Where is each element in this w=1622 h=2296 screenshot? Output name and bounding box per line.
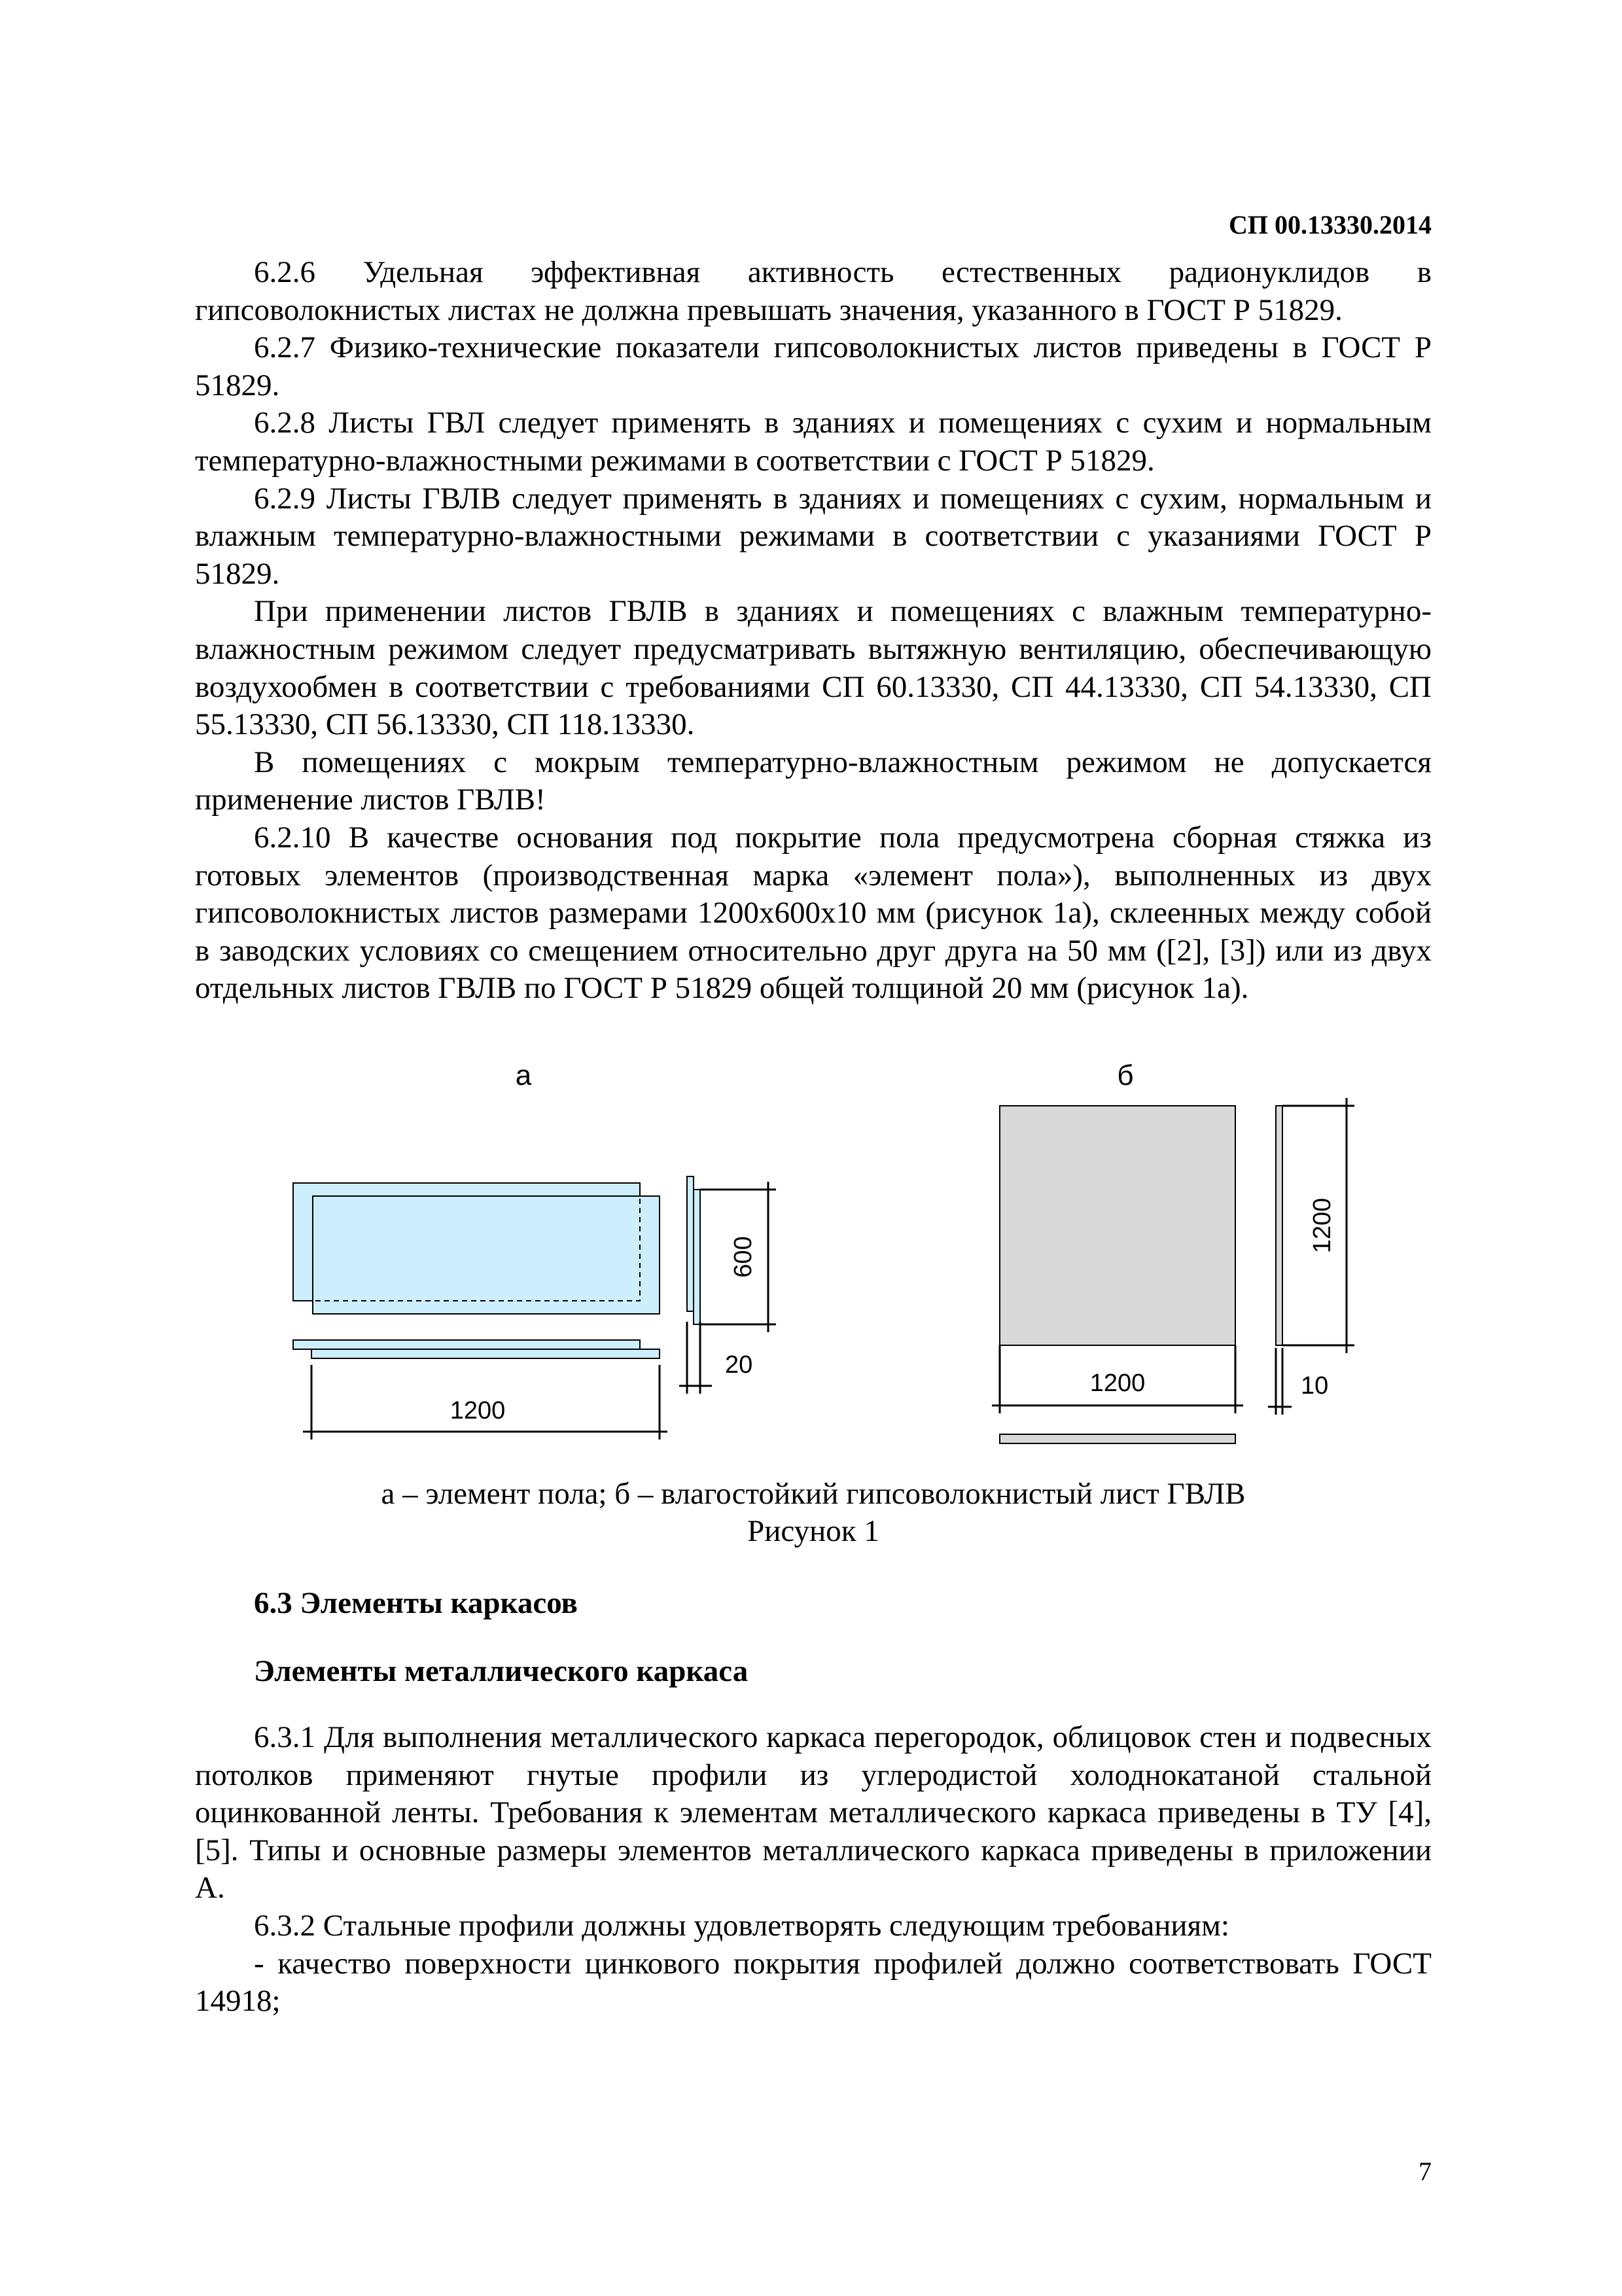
paragraph-6-2-7: 6.2.7 Физико-технические показатели гипсоволокнистых листов приведены в ГОСТ Р 51829. xyxy=(195,330,1432,402)
figure-label-b: б xyxy=(1117,1059,1134,1091)
gvlv-sheet-section xyxy=(1000,1434,1235,1443)
document-code-header: СП 00.13330.2014 xyxy=(1229,210,1432,239)
paragraph-ventilation: При применении листов ГВЛВ в зданиях и помещениях с влажным температурно-влажностным режимом следует предусматривать вытяжную вентиляцию, обеспечивающую воздухообмен в соответствии с требованиями СП 60.13330, СП 44.13330, СП 54.13330, СП 55.13330, СП 56.13330, СП 118.13330. xyxy=(195,594,1432,742)
dimension-a-length-label: 1200 xyxy=(450,1397,506,1424)
paragraph-6-3-1: 6.3.1 Для выполнения металлического каркаса перегородок, облицовок стен и подвесных потолков применяют гнутые профили из углеродистой холоднокатаной стальной оцинкованной ленты. Требования к элементам металлического каркаса приведены в ТУ [4], [5]. Типы и основные размеры элементов металлического каркаса приведены в приложении А. xyxy=(195,1720,1432,1905)
figure-1 xyxy=(195,1047,1432,1453)
figure-1-drawing xyxy=(195,1047,1432,1453)
gvlv-sheet-side xyxy=(1276,1106,1282,1345)
page-number: 7 xyxy=(1419,2157,1432,2186)
section-title: 6.3 Элементы каркасов xyxy=(254,1586,578,1620)
dimension-b-length-label: 1200 xyxy=(1089,1369,1146,1397)
floor-element-side-outer xyxy=(687,1176,694,1311)
paragraph-6-2-6: 6.2.6 Удельная эффективная активность естественных радионуклидов в гипсоволокнистых листах не должна превышать значения, указанного в ГОСТ Р 51829. xyxy=(195,255,1432,327)
figure-title: Рисунок 1 xyxy=(747,1514,879,1548)
paragraph-6-2-9: 6.2.9 Листы ГВЛВ следует применять в зданиях и помещениях с сухим, нормальным и влажным температурно-влажностными режимами в соответствии с указаниями ГОСТ Р 51829. xyxy=(195,481,1432,591)
dimension-a-thickness-label: 20 xyxy=(725,1351,753,1379)
floor-element-bottom-sheet xyxy=(313,1196,660,1314)
dimension-b-height-label: 1200 xyxy=(1309,1197,1336,1254)
floor-element-section-upper xyxy=(293,1340,640,1349)
body-text-top xyxy=(195,254,1432,1008)
paragraph-zinc-coating: - качество поверхности цинкового покрытия профилей должно соответствовать ГОСТ 14918; xyxy=(195,1946,1432,2019)
body-text-bottom xyxy=(195,1719,1432,2021)
paragraph-6-3-2: 6.3.2 Стальные профили должны удовлетворять следующим требованиям: xyxy=(254,1908,1229,1943)
figure-label-a: а xyxy=(515,1059,532,1091)
dimension-b-thickness xyxy=(1268,1348,1292,1415)
dimension-a-width-label: 600 xyxy=(730,1236,757,1278)
figure-legend: а – элемент пола; б – влагостойкий гипсоволокнистый лист ГВЛВ xyxy=(381,1477,1246,1511)
figure-caption xyxy=(195,1475,1432,1550)
paragraph-6-2-10: 6.2.10 В качестве основания под покрытие пола предусмотрена сборная стяжка из готовых элементов (производственная марка «элемент пола»), выполненных из двух гипсоволокнистых листов размерами 1200х600х10 мм (рисунок 1а), склеенных между собой в заводских условиях со смещением относительно друг друга на 50 мм ([2], [3]) или из двух отдельных листов ГВЛВ по ГОСТ Р 51829 общей толщиной 20 мм (рисунок 1а). xyxy=(195,820,1432,1006)
paragraph-6-2-8: 6.2.8 Листы ГВЛ следует применять в зданиях и помещениях с сухим и нормальным температурно-влажностными режимами в соответствии с ГОСТ Р 51829. xyxy=(195,406,1432,478)
dimension-a-thickness xyxy=(679,1322,712,1394)
floor-element-section-lower xyxy=(311,1349,660,1358)
paragraph-wet-mode: В помещениях с мокрым температурно-влажностным режимом не допускается применение листов ГВЛВ! xyxy=(195,745,1432,817)
floor-element-side-inner xyxy=(694,1190,700,1324)
gvlv-sheet-face xyxy=(1000,1106,1235,1345)
dimension-b-thickness-label: 10 xyxy=(1301,1372,1329,1400)
subsection-title: Элементы металлического каркаса xyxy=(254,1654,749,1688)
